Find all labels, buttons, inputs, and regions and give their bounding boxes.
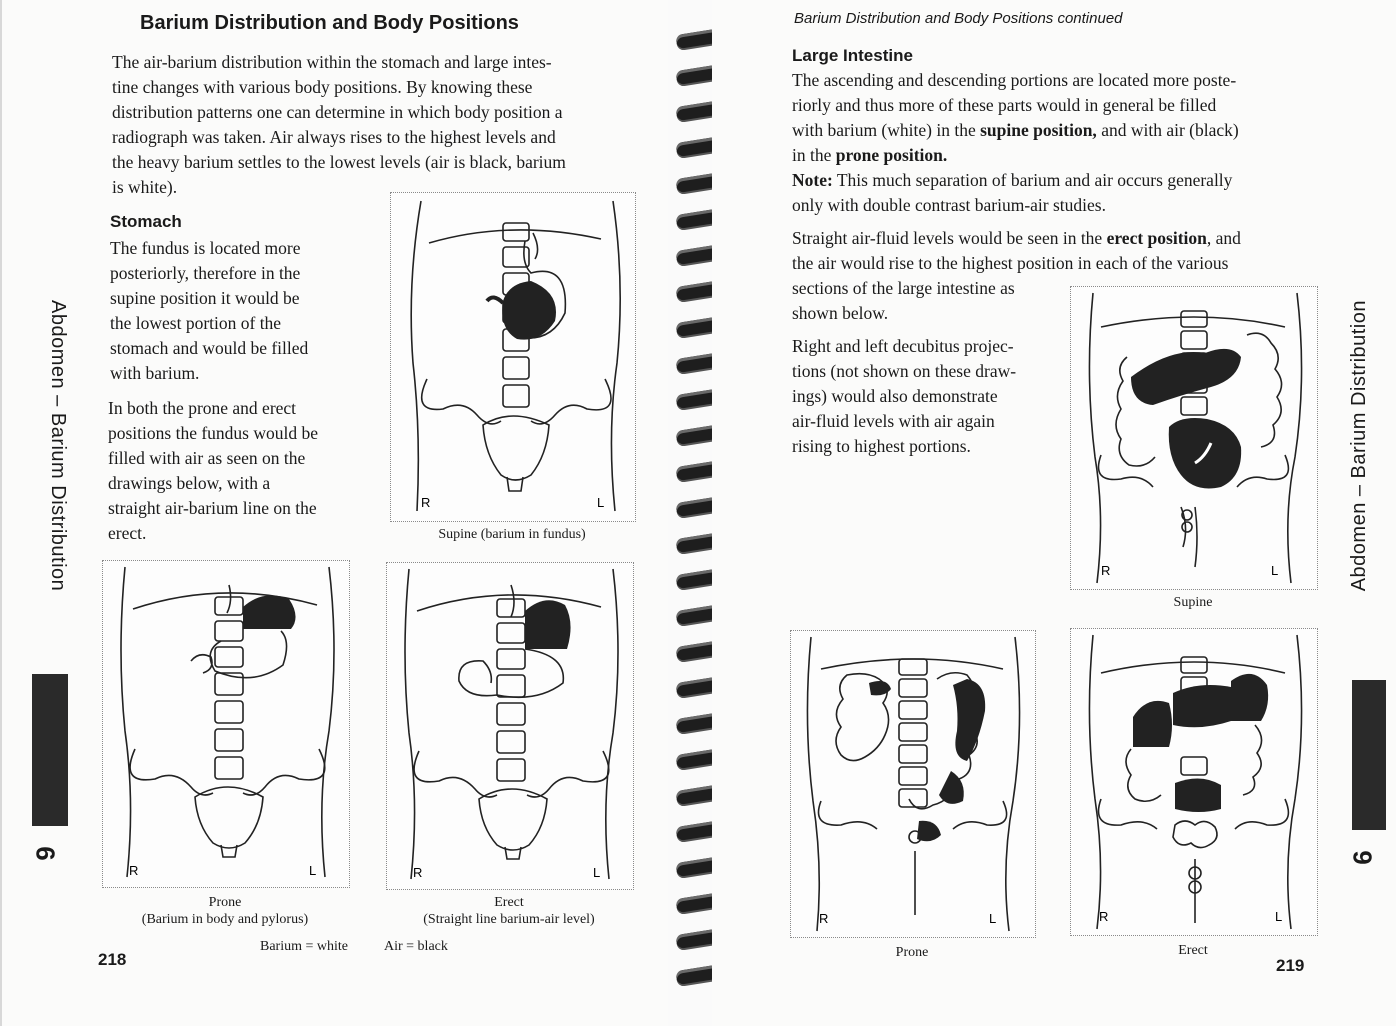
figure-caption	[386, 894, 632, 928]
bold-term: prone position.	[835, 145, 948, 165]
label-r: R	[129, 863, 139, 878]
page-number: 219	[1276, 956, 1305, 975]
torso-illustration	[1071, 629, 1317, 935]
text-line: drawings below, with a	[108, 473, 271, 493]
torso-illustration	[391, 193, 635, 521]
legend-air: Air = black	[384, 939, 448, 954]
torso-illustration	[103, 561, 349, 887]
intro-line: distribution patterns one can determine in which body position a	[112, 102, 563, 122]
text-line: only with double contrast barium-air studies.	[792, 195, 1106, 215]
caption-line: Prone	[208, 895, 242, 910]
decubitus-paragraph	[792, 334, 1052, 459]
intro-paragraph	[112, 50, 638, 200]
text-line: tions (not shown on these draw-	[792, 361, 1017, 381]
text-line: In both the prone and erect	[108, 398, 297, 418]
intro-line: radiograph was taken. Air always rises to the highest levels and	[112, 127, 556, 147]
text-line: the air would rise to the highest position in each of the various	[792, 253, 1229, 273]
note-label: Note:	[792, 170, 833, 190]
text-span: with barium (white) in the	[792, 120, 981, 140]
figure-caption	[102, 894, 348, 928]
stomach-paragraph-1	[110, 236, 348, 386]
large-intestine-heading: Large Intestine	[792, 46, 913, 65]
page-title: Barium Distribution and Body Positions	[140, 12, 519, 34]
stomach-heading: Stomach	[110, 212, 182, 231]
text-span: , and	[1206, 228, 1241, 248]
section-tab	[32, 674, 68, 826]
figure-intestine-supine	[1070, 286, 1318, 590]
intro-line: the heavy barium settles to the lowest levels (air is black, barium	[112, 152, 566, 172]
erect-paragraph-wrap	[792, 276, 1054, 326]
label-l: L	[309, 863, 317, 878]
intro-line: tine changes with various body positions. By knowing these	[112, 77, 533, 97]
figure-caption: Supine	[1173, 595, 1213, 610]
right-page	[712, 0, 1396, 1026]
torso-illustration	[791, 631, 1035, 937]
text-line: rising to highest portions.	[792, 436, 971, 456]
intro-line: The air-barium distribution within the stomach and large intes-	[112, 52, 552, 72]
page-number: 218	[98, 950, 127, 969]
figure-intestine-prone	[790, 630, 1036, 938]
label-l: L	[1275, 909, 1283, 924]
text-span: Straight air-fluid levels would be seen in the	[792, 228, 1107, 248]
text-span: This much separation of barium and air occurs generally	[832, 170, 1233, 190]
text-line	[792, 226, 1318, 251]
text-line: erect.	[108, 523, 147, 543]
text-line: with barium.	[110, 363, 200, 383]
label-r: R	[1101, 563, 1111, 578]
caption-line: (Barium in body and pylorus)	[141, 912, 309, 927]
text-span: and with air (black)	[1096, 120, 1239, 140]
torso-illustration	[387, 563, 633, 889]
spiral-binding	[668, 0, 712, 1026]
side-tab-label: Abdomen – Barium Distribution	[47, 300, 69, 592]
text-line	[792, 143, 1318, 168]
label-l: L	[989, 911, 997, 926]
text-line: The fundus is located more	[110, 238, 301, 258]
text-line: stomach and would be filled	[110, 338, 309, 358]
figure-caption: Erect	[1178, 943, 1208, 958]
label-r: R	[819, 911, 829, 926]
text-line: The ascending and descending portions are located more poste-	[792, 70, 1237, 90]
text-line: straight air-barium line on the	[108, 498, 317, 518]
text-line: the lowest portion of the	[110, 313, 282, 333]
text-span: in the	[792, 145, 836, 165]
side-tab-label: Abdomen – Barium Distribution	[1348, 300, 1370, 592]
text-line: air-fluid levels with air again	[792, 411, 995, 431]
label-l: L	[597, 495, 605, 510]
label-r: R	[413, 865, 423, 880]
label-r: R	[1099, 909, 1109, 924]
text-line: riorly and thus more of these parts would in general be filled	[792, 95, 1217, 115]
note-line	[792, 168, 1318, 193]
text-line: posteriorly, therefore in the	[110, 263, 301, 283]
label-l: L	[593, 865, 601, 880]
caption-line: (Straight line barium-air level)	[423, 912, 595, 927]
figure-stomach-supine	[390, 192, 636, 522]
stomach-paragraph-2	[108, 396, 346, 546]
text-line: ings) would also demonstrate	[792, 386, 998, 406]
bold-term: erect position	[1106, 228, 1207, 248]
figure-caption: Supine (barium in fundus)	[438, 527, 586, 542]
text-line: shown below.	[792, 303, 889, 323]
text-line: Right and left decubitus projec-	[792, 336, 1014, 356]
caption-line: Erect	[494, 895, 524, 910]
bold-term: supine position,	[980, 120, 1097, 140]
text-line: sections of the large intestine as	[792, 278, 1015, 298]
label-l: L	[1271, 563, 1279, 578]
legend-barium: Barium = white	[260, 939, 348, 954]
text-line: supine position it would be	[110, 288, 300, 308]
label-r: R	[421, 495, 431, 510]
left-page	[0, 0, 670, 1026]
section-tab	[1352, 680, 1386, 830]
torso-illustration	[1071, 287, 1317, 589]
text-line: positions the fundus would be	[108, 423, 318, 443]
intro-line: is white).	[112, 177, 178, 197]
erect-paragraph	[792, 226, 1318, 276]
running-head: Barium Distribution and Body Positions continued	[794, 10, 1123, 27]
large-intestine-paragraph	[792, 68, 1318, 218]
section-tab-number: 6	[30, 846, 61, 861]
text-line	[792, 118, 1318, 143]
figure-intestine-erect	[1070, 628, 1318, 936]
figure-caption: Prone	[895, 945, 929, 960]
figure-stomach-erect	[386, 562, 634, 890]
text-line: filled with air as seen on the	[108, 448, 306, 468]
figure-stomach-prone	[102, 560, 350, 888]
section-tab-number: 6	[1347, 850, 1378, 865]
